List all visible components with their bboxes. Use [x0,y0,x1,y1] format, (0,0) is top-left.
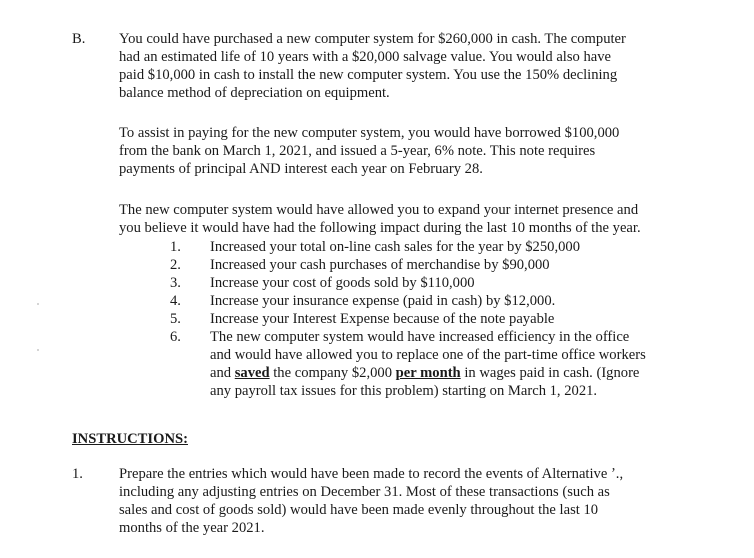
text-line: had an estimated life of 10 years with a $20,000 salvage value. You would also have [119,49,612,65]
list-item-continuation: and would have allowed you to replace one of the part-time office workers [210,347,646,363]
text-line: from the bank on March 1, 2021, and issued a 5-year, 6% note. This note requires [119,143,596,159]
text-line: sales and cost of goods sold) would have been made evenly throughout the last 10 [119,502,599,518]
scan-speck [37,303,39,305]
list-item: Increase your insurance expense (paid in cash) by $12,000. [210,293,556,309]
list-item-continuation [210,364,639,382]
text-line: To assist in paying for the new computer system, you would have borrowed $100,000 [119,125,620,141]
text-line: balance method of depreciation on equipment. [119,85,390,101]
instructions-heading: INSTRUCTIONS: [72,431,188,447]
text-line: You could have purchased a new computer system for $260,000 in cash. The computer [119,31,626,47]
text-run: and [210,365,235,381]
text-line: you believe it would have had the following impact during the last 10 months of the year. [119,220,641,236]
text-run: in wages paid in cash. (Ignore [460,365,640,381]
list-number: 3. [170,275,181,291]
list-item-continuation: any payroll tax issues for this problem) starting on March 1, 2021. [210,383,598,399]
list-item: Increase your Interest Expense because of the note payable [210,311,555,327]
text-line: payments of principal AND interest each year on February 28. [119,161,483,177]
list-item: The new computer system would have increased efficiency in the office [210,329,630,345]
text-line: Prepare the entries which would have been made to record the events of Alternative ʼ., [119,466,624,482]
text-line: The new computer system would have allowed you to expand your internet presence and [119,202,639,218]
text-run: the company $2,000 [269,365,396,381]
scan-speck [37,349,39,351]
emphasis-per-month: per month [395,365,461,381]
instruction-number: 1. [72,466,83,482]
list-number: 4. [170,293,181,309]
list-item: Increase your cost of goods sold by $110,000 [210,275,475,291]
text-line: including any adjusting entries on December 31. Most of these transactions (such as [119,484,610,500]
list-number: 1. [170,239,181,255]
list-number: 6. [170,329,181,345]
list-item: Increased your total on-line cash sales for the year by $250,000 [210,239,580,255]
text-line: months of the year 2021. [119,520,265,536]
section-label: B. [72,31,86,47]
emphasis-saved: saved [234,365,270,381]
list-item: Increased your cash purchases of merchandise by $90,000 [210,257,550,273]
list-number: 5. [170,311,181,327]
text-line: paid $10,000 in cash to install the new computer system. You use the 150% declining [119,67,618,83]
list-number: 2. [170,257,181,273]
